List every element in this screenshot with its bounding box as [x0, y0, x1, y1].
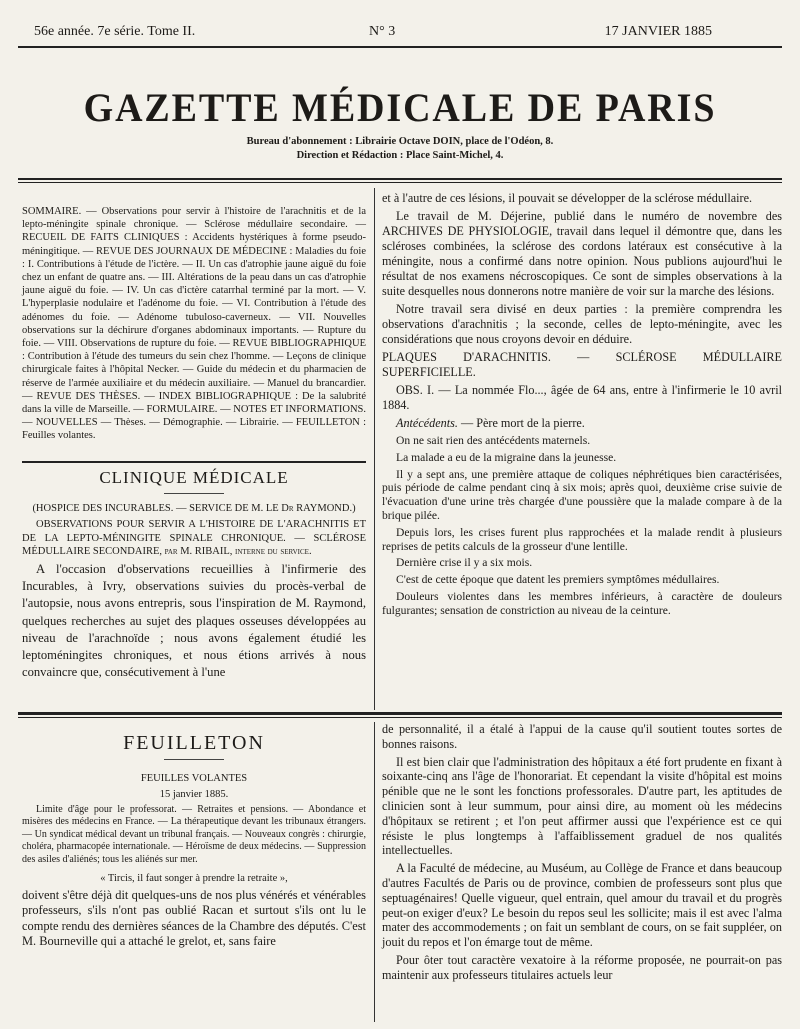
feuilleton-right [382, 722, 782, 986]
fr-p4: Pour ôter tout caractère vexatoire à la réforme proposée, ne pourrait-on pas maintenir aux professeurs titulaires actuels leur [382, 952, 782, 982]
line-1: On ne sait rien des antécédents maternels. [396, 434, 591, 447]
line-5: Dernière crise il y a six mois. [396, 556, 533, 570]
section-rule [22, 461, 366, 463]
feuilleton-divider [374, 722, 375, 1022]
bureau-line: Bureau d'abonnement : Librairie Octave DOIN, place de l'Odéon, 8. [246, 136, 554, 147]
title-rule [164, 493, 224, 494]
masthead-rule [18, 178, 782, 180]
feuilleton-text: doivent s'être déjà dit quelques-uns de nos plus vénérés et vénérables professeurs, s'ils n'ont pas oublié Racan et surtout s'ils ont lu le compte rendu des dernières séances de la Chambre des députés. C'est M. Bourneville qui a attaché le grelot, et, sans faire [22, 888, 366, 948]
obs1: OBS. I. — La nommée Flo..., âgée de 64 ans, entre à l'infirmerie le 10 avril 1884. [382, 383, 782, 412]
direction-line: Direction et Rédaction : Place Saint-Michel, 4. [296, 150, 504, 161]
rc-p2: Le travail de M. Déjerine, publié dans le numéro de novembre des ARCHIVES DE PHYSIOLOGIE, travail dans lequel il démontre que, dans les scléroses combinées, la sclérose des cordons latéraux est consécutive à la méningite, nous a confirmé dans notre opinion. Nous publions aujourd'hui le résultat de nos examens nécroscopiques. Ce sont de simples observations à la suite desquelles nous donnerons notre manière de voir sur la marche des lésions. [382, 209, 782, 298]
issue-header [34, 24, 712, 44]
feuilleton-date: 15 janvier 1885. [159, 788, 229, 800]
masthead-rule-thin [18, 182, 782, 183]
issue-volume: 56e année. 7e série. Tome II. [34, 24, 196, 39]
intro-text: A l'occasion d'observations recueillies à l'infirmerie des Incurables, à Ivry, observations suivies du procès-verbal de l'autopsie, nous avons entrepris, sous l'inspiration de M. Raymond, quelques recherches au sujet des plaques osseuses développées au niveau de l'arachnoïde ; nous avons également étudié les leptoméningites chroniques, et nous étions arrivés à nous convaincre que, consécutivement à l'une [22, 562, 366, 680]
masthead-title: GAZETTE MÉDICALE DE PARIS [83, 85, 717, 130]
right-column [382, 191, 782, 621]
column-divider [374, 188, 375, 710]
issue-number: N° 3 [369, 24, 396, 39]
hospice-line: (HOSPICE DES INCURABLES. — SERVICE DE M. LE Dr RAYMOND.) [32, 503, 356, 515]
line-3: Il y a sept ans, une première attaque de coliques néphrétiques bien caractérisées, puis période de calme pendant cinq à six mois; après quoi, deuxième crise suivie de l'évacuation d'une urine très chargée d'une poussière que la malade compare à de la brique pilée. [382, 467, 782, 522]
feuilleton-quote: « Tircis, il faut songer à prendre la retraite », [100, 873, 288, 885]
feuilleton-left [22, 732, 366, 952]
rc-p3: Notre travail sera divisé en deux parties : la première comprendra les observations d'arachnitis ; la seconde, celles de lepto-méningite, avec les considérations que nous croyons devoir en déduire. [382, 302, 782, 346]
fr-p1: de personnalité, il a étalé à l'appui de la cause qu'il soutient toutes sortes de bonnes raisons. [382, 722, 782, 751]
sommaire: SOMMAIRE. — Observations pour servir à l'histoire de l'arachnitis et de la lepto-méningite spinale chronique. — Sclérose médullaire secondaire. — RECUEIL DE FAITS CLINIQUES : Accidents hystériques à forme pseudo-méningitique. — REVUE DES JOURNAUX DE MÉDECINE : Maladies du foie : I. Contributions à l'étude de l'ictère. — II. Un cas d'atrophie jaune aiguë du foie chez un enfant de quatre ans. — III. Altérations de la peau dans un cas d'atrophie jaune aiguë du foie. — IV. Un cas d'ictère catarrhal terminé par la mort. — V. L'hyperplasie nodulaire et l'adénome du foie. — VI. Contribution à l'étude des adénomes du foie. — Adénome tubuloso-caverneux. — VII. Nouvelles observations sur la déchirure d'organes abdominaux importants. — Rupture du foie. — VIII. Observations de rupture du foie. — REVUE BIBLIOGRAPHIQUE : Contribution à l'étude des tumeurs du sein chez l'homme. — Leçons de clinique chirurgicale faites à l'hôpital Necker. — Guide du médecin et du pharmacien de réserve de l'armée auxiliaire et du médecin auxiliaire. — Manuel du brancardier. — REVUE DES THÈSES. — INDEX BIBLIOGRAPHIQUE : De la salubrité dans la ville de Marseille. — FORMULAIRE. — NOTES ET INFORMATIONS. — NOUVELLES — Thèses. — Démographie. — Librairie. — FEUILLETON : Feuilles volantes. [22, 206, 366, 442]
line-7: Douleurs violentes dans les membres inférieurs, à caractère de douleurs fulgurantes; sensation de constriction au niveau de la ceinture. [382, 589, 782, 617]
header-rule [18, 46, 782, 48]
feuilleton-summary: Limite d'âge pour le professorat. — Retraites et pensions. — Abondance et misères des médecins en France. — La thérapeutique devant les tribunaux étrangers. — Un syndicat médical devant un tribunal français. — Nouveaux congrès : chirurgie, choléra, pharmacopée internationale. — Héroïsme de deux médecins. — Suppression des asiles d'aliénés; tous les aliénés sur mer. [22, 804, 366, 865]
line-6: C'est de cette époque que datent les premiers symptômes médullaires. [396, 573, 720, 587]
rc-p1: et à l'autre de ces lésions, il pouvait se développer de la sclérose médullaire. [382, 191, 753, 205]
fr-p2: Il est bien clair que l'administration des hôpitaux a été fort prudente en fixant à soixante-cinq ans l'âge de l'honorariat. Et cependant la visite d'hôpital est moins pénible que ne le sont les fonctions professorales. D'autre part, les aptitudes de clinicien sont à leur summum, pour ainsi dire, au moment où les médecins d'hôpitaux se retirent ; et l'on peut affirmer aussi que l'expérience est ce qui résiste le plus longtemps à l'affaiblissement graduel de nos qualités intellectuelles. [382, 754, 782, 858]
left-column [22, 205, 366, 684]
fr-p3: A la Faculté de médecine, au Muséum, au Collège de France et dans beaucoup d'autres Facultés de Paris ou de province, combien de professeurs sont plus que septuagénaires! Quelle vigueur, quel entrain, quel amour du travail et du progrès peut-on exiger d'eux? Le besoin du repos seul les sollicite; mais il est avec l'alma mater des accommodements ; on fait un semblant de cours, on se fait suppléer, on jouit du repos et l'on émarge tout de même. [382, 861, 782, 950]
antecedents-label: Antécédents. [396, 416, 458, 430]
antecedents-text: — Père mort de la pierre. [457, 416, 585, 430]
clinique-title: CLINIQUE MÉDICALE [99, 467, 289, 487]
line-2: La malade a eu de la migraine dans la jeunesse. [396, 450, 617, 464]
plaques-heading: PLAQUES D'ARACHNITIS. — SCLÉROSE MÉDULLAIRE SUPERFICIELLE. [382, 350, 782, 379]
feuilleton-rule [18, 712, 782, 715]
issue-date: 17 JANVIER 1885 [604, 24, 712, 39]
feuilleton-subtitle: FEUILLES VOLANTES [140, 772, 248, 784]
line-4: Depuis lors, les crises furent plus rapprochées et la malade rendit à plusieurs reprises de petits calculs de la grosseur d'une lentille. [382, 525, 782, 553]
feuilleton-title-rule [164, 759, 224, 760]
obs-title: OBSERVATIONS POUR SERVIR A L'HISTOIRE DE L'ARACHNITIS ET DE LA LEPTO-MÉNINGITE SPINALE CHRONIQUE. — SCLÉROSE MÉDULLAIRE SECONDAIRE, par M. RIBAIL, interne du service. [22, 519, 366, 557]
feuilleton-rule-thin [18, 717, 782, 718]
feuilleton-title: FEUILLETON [123, 732, 265, 754]
